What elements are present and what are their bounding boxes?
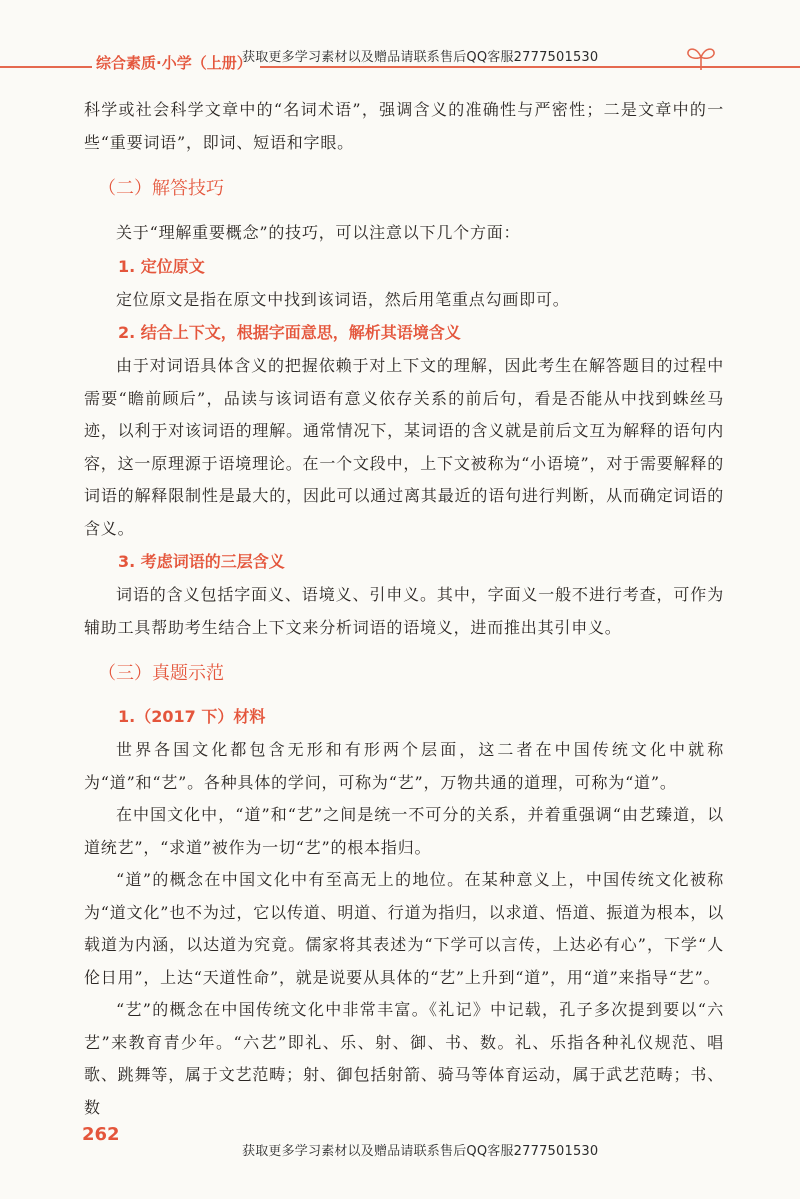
subheading-three-meanings: 3. 考虑词语的三层含义 [118, 552, 285, 571]
material-paragraph: 在中国文化中，“道”和“艺”之间是统一不可分的关系，并着重强调“由艺臻道，以道统艺”，“求道”被作为一切“艺”的根本指归。 [84, 805, 724, 857]
sprout-icon [684, 42, 718, 72]
top-watermark: 获取更多学习素材以及赠品请联系售后QQ客服2777501530 [242, 50, 599, 65]
book-title: 综合素质·小学（上册） [92, 52, 260, 73]
page-content [84, 94, 724, 1124]
three-meanings-paragraph: 词语的含义包括字面义、语境义、引申义。其中，字面义一般不进行考查，可作为辅助工具帮助考生结合上下文来分析词语的语境义，进而推出其引申义。 [84, 585, 724, 637]
page-number: 262 [82, 1124, 120, 1145]
techniques-intro: 关于“理解重要概念”的技巧，可以注意以下几个方面： [116, 223, 521, 242]
subheading-locate-text: 1. 定位原文 [118, 256, 205, 276]
material-paragraph: 世界各国文化都包含无形和有形两个层面，这二者在中国传统文化中就称为“道”和“艺”。各种具体的学问，可称为“艺”，万物共通的道理，可称为“道”。 [84, 740, 724, 792]
subheading-context: 2. 结合上下文，根据字面意思，解析其语境含义 [118, 323, 461, 342]
context-paragraph: 由于对词语具体含义的把握依赖于对上下文的理解，因此考生在解答题目的过程中需要“瞻前顾后”，品读与该词语有意义依存关系的前后句，看是否能从中找到蛛丝马迹，以利于对该词语的理解。通常情况下，某词语的含义就是前后文互为解释的语句内容，这一原理源于语境理论。在一个文段中，上下文被称为“小语境”，对于需要解释的词语的解释限制性是最大的，因此可以通过离其最近的语句进行判断，从而确定词语的含义。 [84, 356, 724, 538]
material-paragraph: “艺”的概念在中国传统文化中非常丰富。《礼记》中记载，孔子多次提到要以“六艺”来教育青少年。“六艺”即礼、乐、射、御、书、数。礼、乐指各种礼仪规范、唱歌、跳舞等，属于文艺范畴；射、御包括射箭、骑马等体育运动，属于武艺范畴；书、数 [84, 1000, 724, 1117]
locate-text-paragraph: 定位原文是指在原文中找到该词语，然后用笔重点勾画即可。 [116, 289, 570, 309]
subheading-2017-material: 1.（2017 下）材料 [118, 707, 266, 726]
intro-paragraph: 科学或社会科学文章中的“名词术语”，强调含义的准确性与严密性；二是文章中的一些“重要词语”，即词、短语和字眼。 [84, 100, 724, 152]
section-heading-examples: （三）真题示范 [98, 663, 224, 684]
page-header [0, 40, 800, 80]
bottom-watermark: 获取更多学习素材以及赠品请联系售后QQ客服2777501530 [242, 1144, 599, 1159]
section-heading-techniques: （二）解答技巧 [98, 178, 224, 199]
material-paragraph: “道”的概念在中国文化中有至高无上的地位。在某种意义上，中国传统文化被称为“道文化”也不为过，它以传道、明道、行道为指归，以求道、悟道、振道为根本，以载道为内涵，以达道为究竟。儒家将其表述为“下学可以言传，上达必有心”，下学“人伦日用”，上达“天道性命”，就是说要从具体的“艺”上升到“道”，用“道”来指导“艺”。 [84, 870, 724, 987]
